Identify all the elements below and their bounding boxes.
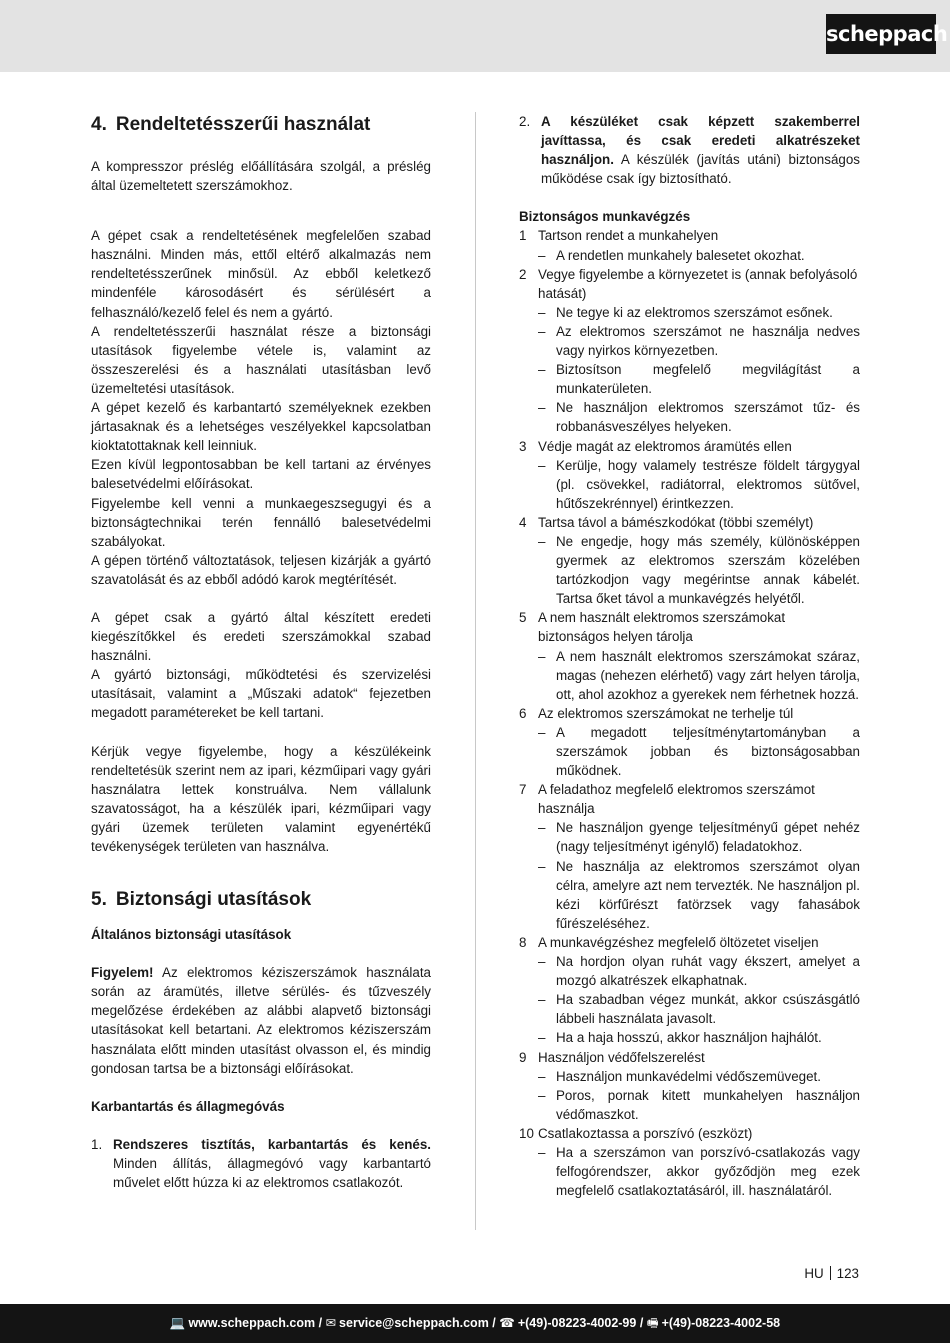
dash-item: – Ne használja az elektromos szerszámot olyan célra, amelyre azt nem tervezték. Ne használjon pl. kézi körfűrészt fatörzsek vagy fahasábok fűrészeléséhez. [519,857,860,933]
safe-work-item [519,1124,860,1143]
footer-email[interactable]: service@scheppach.com [339,1316,489,1330]
paragraph: Ezen kívül legpontosabban be kell tartani az érvényes balesetvédelmi előírásokat. [91,457,431,492]
footer-phone: +(49)-08223-4002-99 [517,1316,637,1330]
list-text: A munkavégzéshez megfelelő öltözetet viseljen [538,934,819,950]
footer-separator: / [318,1316,323,1330]
page-footer [0,1304,950,1343]
list-text: Használjon védőfelszerelést [538,1049,705,1065]
dash-item: – Ne tegye ki az elektromos szerszámot esőnek. [519,303,860,322]
list-text: Az elektromos szerszámokat ne terhelje túl [538,705,794,721]
dash-item: – Ne használjon elektromos szerszámot tűz- és robbanásveszélyes helyeken. [519,398,860,436]
section-5-title: Biztonsági utasítások [115,889,312,911]
list-bold-text: A készüléket csak képzett szakemberrel javíttassa, és csak eredeti alkatrészeket használjon. [541,114,860,168]
list-text [541,112,860,188]
mail-icon: ✉ [325,1316,337,1330]
warning-label: Figyelem! [91,965,154,981]
page-number-separator [830,1266,831,1280]
dash-item: – Ha a szerszámon van porszívó-csatlakozás vagy felfogórendszer, akkor győződjön meg ezek megfelelő csatlakoztatásáról, ill. használatáról. [519,1143,860,1200]
paragraph: A rendeltetésszerűi használat része a biztonsági utasítások figyelembe vétele is, valamint az összeszerelési és a használati utasításban levő üzemeltetési utasítások. [91,323,431,396]
dash-item: – Ne használjon gyenge teljesítményű gépet nehéz (nagy teljesítményt igénylő) feladatokhoz. [519,818,860,856]
column-divider [475,112,476,1230]
phone-icon: ☎ [499,1316,515,1330]
maintenance-item-1 [91,1135,431,1192]
dash-item: – Az elektromos szerszámot ne használja nedves vagy nyirkos környezetben. [519,322,860,360]
list-number: 5 [519,610,527,626]
paragraph: A gyártó biztonsági, működtetési és szervizelési utasításait, valamint a „Műszaki adatok“ fejezetben megadott paramétereket be kell tartani. [91,667,431,721]
safe-work-item [519,1048,860,1067]
footer-separator: / [639,1316,644,1330]
footer-fax: +(49)-08223-4002-58 [661,1316,781,1330]
footer-separator: / [492,1316,496,1330]
paragraph: Figyelembe kell venni a munkaegeszsegugyi és a biztonságtechnikai terén fennálló balesetvédelmi szabályokat. [91,495,431,549]
list-number: 7 [519,782,527,798]
list-number: 2. [519,114,531,129]
scheppach-logo: scheppach [826,14,936,54]
list-text: Védje magát az elektromos áramütés ellen [538,438,792,454]
paragraph: A gépet csak a rendeltetésének megfelelően szabad használni. Minden más, ettől eltérő alkalmazás nem rendeltetésszerűnek minősül. Az ebből keletkező mindenféle károsodásért és sérülésért a felhasználó/kezelő felel és nem a gyártó. [91,228,431,320]
general-safety-heading: Általános biztonsági utasítások [91,927,292,943]
paragraph: Kérjük vegye figyelembe, hogy a készülékeink rendeltetésük szerint nem az ipari, kézműipari vagy gyári használatra lettek konstruálva. Nem vállalunk szavatosságot, ha a készülék ipari, kézműipari vagy gyári üzemek területen valamint egyenértékű tevékenységek területen van használva. [91,743,431,854]
list-number: 2 [519,266,527,282]
warning-paragraph [91,963,431,1078]
maintenance-item-2 [519,112,860,188]
fax-icon: 🖷 [646,1316,659,1330]
paragraph: A kompresszor préslég előállítására szolgál, a préslég által üzemeltetett szerszámokhoz. [91,159,431,194]
safe-work-item [519,226,860,245]
list-text: Tartson rendet a munkahelyen [538,228,719,244]
dash-item: – Ne engedje, hogy más személy, különösképpen gyermek az elektromos szerszám közelében tartózkodjon vagy megérintse annak kábelét. Tartsa őket távol a munkavégzés helyétől. [519,532,860,608]
list-number: 9 [519,1049,527,1065]
dash-item: – Poros, pornak kitett munkahelyen használjon védőmaszkot. [519,1086,860,1124]
section-4-number: 4. [91,114,107,135]
list-number: 10 [519,1125,534,1141]
dash-item: – A rendetlen munkahely balesetet okozhat. [519,246,860,265]
safe-work-item [519,704,860,723]
dash-item: – Na hordjon olyan ruhát vagy ékszert, amelyet a mozgó alkatrészek elkaphatnak. [519,952,860,990]
dash-item: – Használjon munkavédelmi védőszemüveget. [519,1067,860,1086]
list-body-text: Minden állítás, állagmegóvó vagy karbantartó művelet előtt húzza ki az elektromos csatlakozót. [113,1155,431,1191]
list-bold-text: Rendszeres tisztítás, karbantartás és kenés. [113,1136,431,1152]
section-4-title: Rendeltetésszerűi használat [115,114,371,135]
list-text: Csatlakoztassa a porszívó (eszközt) [538,1125,753,1141]
dash-item: – Kerülje, hogy valamely testrésze földelt tárgygyal (pl. csövekkel, radiátorral, elektromos sütővel, hűtőszekrénnyel) érintkezzen. [519,456,860,513]
list-number: 1 [519,228,527,244]
list-text: Vegye figyelembe a környezetet is (annak befolyásoló hatását) [538,266,858,301]
computer-icon: 💻 [169,1316,186,1330]
maintenance-heading: Karbantartás és állagmegóvás [91,1098,285,1114]
dash-item: – A megadott teljesítménytartományban a szerszámok jobban és biztonságosabban működnek. [519,723,860,780]
page-lang: HU [804,1266,824,1281]
warning-text: Az elektromos kéziszerszámok használata során az áramütés, illetve sérülés- és tűzveszély megelőzése érdekében az alábbi alapvető biztonsági utasításokat kell betartani. Az elektromos kéziszerszám használata előtt minden utasítást olvasson el, és mindig gondosan tartsa be a biztonsági előírásokat. [91,965,431,1076]
section-5-number: 5. [91,889,107,911]
left-column [91,112,431,1192]
page-header [0,0,950,72]
safe-work-item [519,608,860,646]
safe-work-item [519,933,860,952]
list-text: Tartsa távol a bámészkodókat (többi személyt) [538,514,814,530]
list-number: 4 [519,514,527,530]
safe-work-list [519,226,860,1200]
list-text: A feladathoz megfelelő elektromos szerszámot használja [538,782,815,817]
list-text [113,1135,431,1192]
list-number: 6 [519,705,527,721]
paragraph: A gépet kezelő és karbantartó személyeknek ezekben jártasaknak és a lehetséges veszélyekkel kapcsolatban kioktatottaknak kell leinniuk. [91,400,431,454]
dash-item: – Biztosítson megfelelő megvilágítást a munkaterületen. [519,360,860,398]
list-text: A nem használt elektromos szerszámokat biztonságos helyen tárolja [538,610,786,645]
list-body-text: A készülék (javítás utáni) biztonságos működése csak így biztosítható. [541,152,860,187]
section-4-heading [91,112,431,138]
safe-work-item [519,265,860,303]
list-number: 8 [519,934,527,950]
safe-work-heading: Biztonságos munkavégzés [519,209,691,225]
safe-work-item [519,437,860,456]
paragraph: A gépen történő változtatások, teljesen kizárják a gyártó szavatolását és az ebből adódó karok megtérítését. [91,552,431,587]
list-number: 3 [519,438,527,454]
dash-item: – A nem használt elektromos szerszámokat száraz, magas (nehezen elérhető) vagy zárt helyen tárolja, ott, ahol azokhoz a gyerekek nem férhetnek hozzá. [519,647,860,704]
list-number: 1. [91,1136,103,1152]
page-number [804,1264,859,1283]
dash-item: – Ha a haja hosszú, akkor használjon hajhálót. [519,1028,860,1047]
footer-web[interactable]: www.scheppach.com [188,1316,316,1330]
safe-work-item [519,780,860,818]
section-5-heading [91,887,431,913]
safe-work-item [519,513,860,532]
dash-item: – Ha szabadban végez munkát, akkor csúszásgátló lábbeli használata javasolt. [519,990,860,1028]
paragraph: A gépet csak a gyártó által készített eredeti kiegészítőkkel és eredeti szerszámokkal szabad használni. [91,609,431,664]
right-column [519,112,860,1200]
page-number-value: 123 [836,1266,859,1281]
